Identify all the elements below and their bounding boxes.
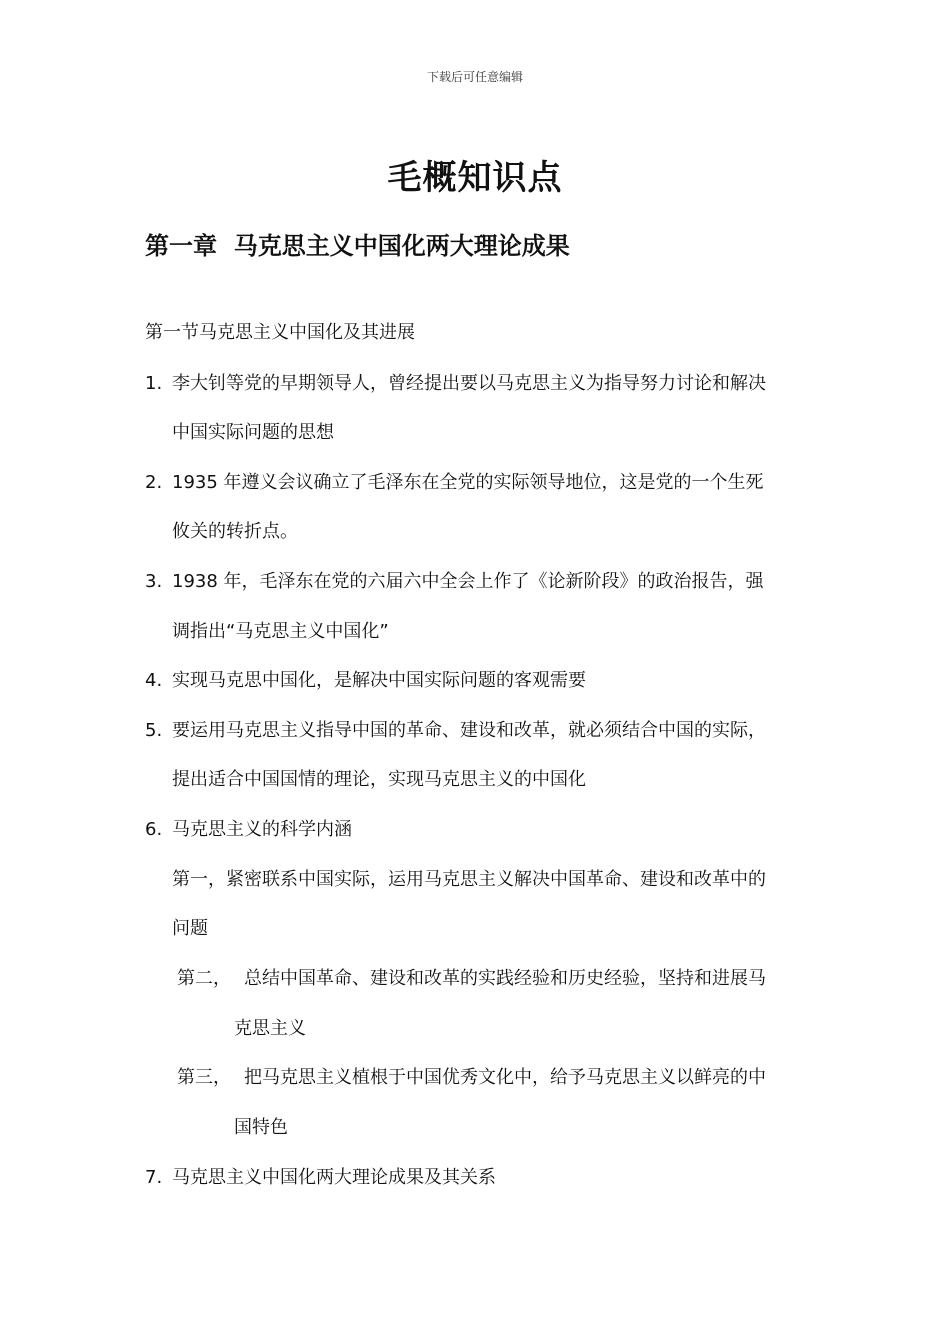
sub-point-third: 把马克思主义植根于中国优秀文化中，给予马克思主义以鲜亮的中 bbox=[244, 1067, 766, 1088]
list-item-line: 中国实际问题的思想 bbox=[172, 422, 334, 443]
sub-point-first: 第一，紧密联系中国实际，运用马克思主义解决中国革命、建设和改革中的 bbox=[172, 869, 766, 890]
page-title: 毛概知识点 bbox=[387, 158, 563, 198]
list-number: 2. bbox=[145, 472, 163, 493]
list-item-line: 提出适合中国国情的理论，实现马克思主义的中国化 bbox=[172, 769, 586, 790]
list-item-line: 马克思主义的科学内涵 bbox=[172, 819, 352, 840]
list-item-line: 要运用马克思主义指导中国的革命、建设和改革，就必须结合中国的实际， bbox=[172, 720, 766, 741]
sub-point-second-label: 第二， bbox=[177, 968, 231, 989]
list-item-line: 攸关的转折点。 bbox=[172, 521, 298, 542]
sub-point-first-cont: 问题 bbox=[172, 918, 208, 939]
list-item-line: 1938 年，毛泽东在党的六届六中全会上作了《论新阶段》的政治报告，强 bbox=[172, 571, 764, 592]
list-number: 5. bbox=[145, 720, 163, 741]
list-number: 6. bbox=[145, 819, 163, 840]
list-item-line: 马克思主义中国化两大理论成果及其关系 bbox=[172, 1167, 496, 1188]
section-heading: 第一节马克思主义中国化及其进展 bbox=[145, 322, 415, 343]
list-item-line: 李大钊等党的早期领导人，曾经提出要以马克思主义为指导努力讨论和解决 bbox=[172, 373, 766, 394]
sub-point-second: 总结中国革命、建设和改革的实践经验和历史经验，坚持和进展马 bbox=[244, 968, 766, 989]
sub-point-third-cont: 国特色 bbox=[234, 1117, 288, 1138]
sub-point-third-label: 第三， bbox=[177, 1067, 231, 1088]
page-header: 下载后可任意编辑 bbox=[426, 70, 523, 84]
list-item-line: 1935 年遵义会议确立了毛泽东在全党的实际领导地位，这是党的一个生死 bbox=[172, 472, 764, 493]
list-number: 4. bbox=[145, 670, 163, 691]
list-item-line: 调指出“马克思主义中国化” bbox=[172, 621, 389, 642]
list-item-line: 实现马克思中国化，是解决中国实际问题的客观需要 bbox=[172, 670, 586, 691]
list-number: 3. bbox=[145, 571, 163, 592]
list-number: 7. bbox=[145, 1167, 163, 1188]
sub-point-second-cont: 克思主义 bbox=[234, 1018, 306, 1039]
list-number: 1. bbox=[145, 373, 163, 394]
chapter-heading: 第一章 马克思主义中国化两大理论成果 bbox=[145, 232, 570, 260]
